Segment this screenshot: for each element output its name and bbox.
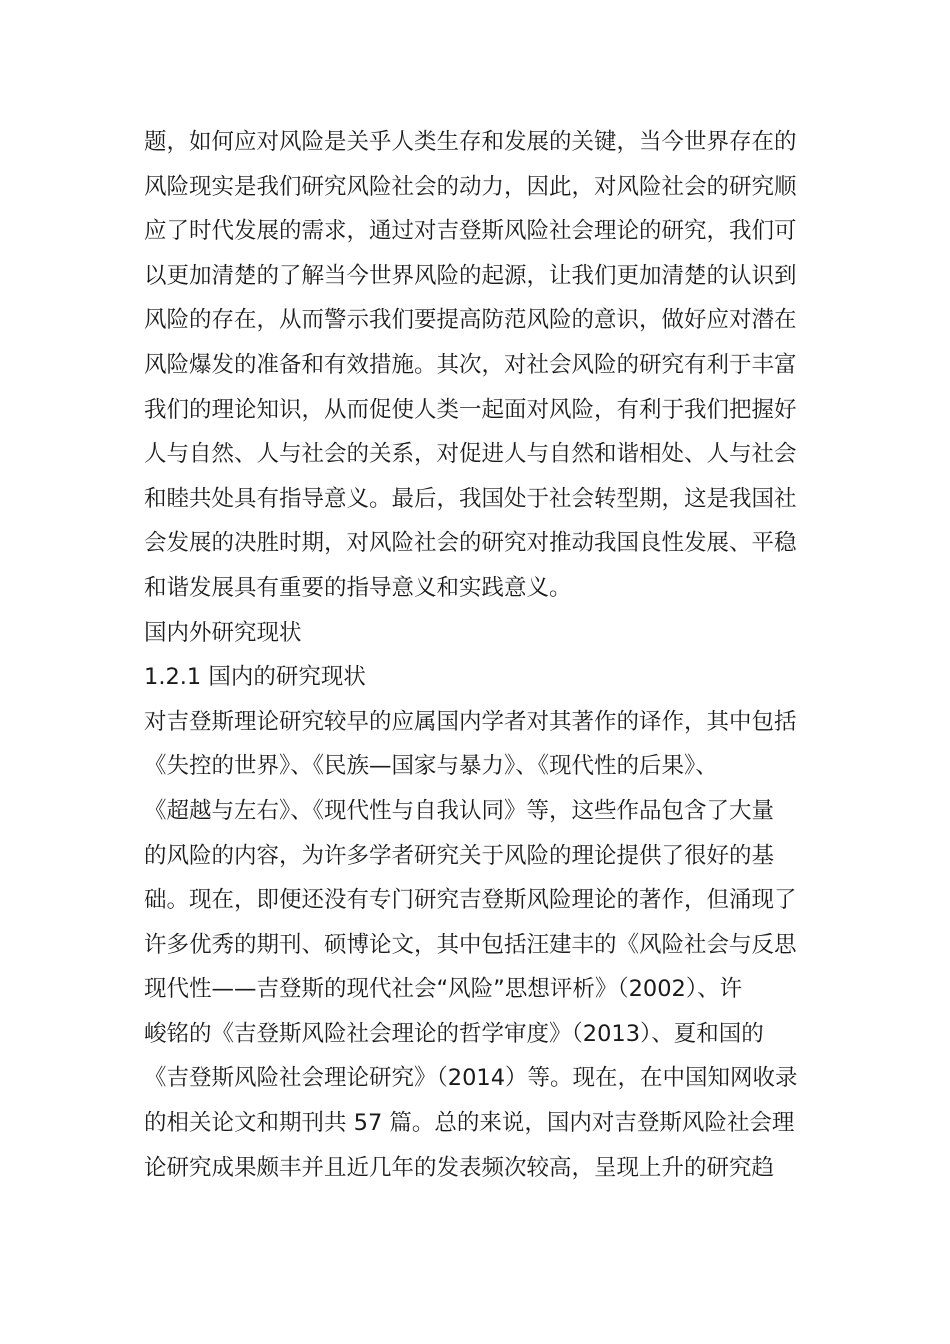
paragraph-line: 的风险的内容，为许多学者研究关于风险的理论提供了很好的基 (144, 842, 775, 869)
paragraph-line: 题，如何应对风险是关乎人类生存和发展的关键，当今世界存在的 (144, 129, 797, 155)
paragraph-line: 许多优秀的期刊、硕博论文，其中包括汪建丰的《风险社会与反思 (144, 931, 797, 958)
paragraph-line: 峻铭的《吉登斯风险社会理论的哲学审度》（2013）、夏和国的 (144, 1020, 764, 1047)
paragraph-line: 应了时代发展的需求，通过对吉登斯风险社会理论的研究，我们可 (144, 218, 797, 245)
paragraph-line: 和谐发展具有重要的指导意义和实践意义。 (144, 574, 572, 601)
body-text (144, 120, 824, 1190)
paragraph-line: 现代性——吉登斯的现代社会“风险”思想评析》（2002）、许 (144, 976, 743, 1003)
paragraph-line: 《失控的世界》、《民族—国家与暴力》、《现代性的后果》、 (144, 753, 718, 780)
paragraph-line: 以更加清楚的了解当今世界风险的起源，让我们更加清楚的认识到 (144, 262, 797, 289)
paragraph-line: 风险爆发的准备和有效措施。其次，对社会风险的研究有利于丰富 (144, 351, 797, 378)
paragraph-line: 《吉登斯风险社会理论研究》（2014）等。现在，在中国知网收录 (144, 1065, 798, 1092)
paragraph-line: 风险的存在，从而警示我们要提高防范风险的意识，做好应对潜在 (144, 307, 797, 334)
paragraph-line: 《超越与左右》、《现代性与自我认同》等，这些作品包含了大量 (144, 797, 775, 824)
paragraph-line: 础。现在，即便还没有专门研究吉登斯风险理论的著作，但涌现了 (144, 887, 797, 914)
paragraph-line: 风险现实是我们研究风险社会的动力，因此，对风险社会的研究顺 (144, 173, 797, 200)
paragraph-line: 对吉登斯理论研究较早的应属国内学者对其著作的译作，其中包括 (144, 708, 797, 735)
paragraph-line: 我们的理论知识，从而促使人类一起面对风险，有利于我们把握好 (144, 396, 797, 423)
paragraph-line: 的相关论文和期刊共 57 篇。总的来说，国内对吉登斯风险社会理 (144, 1110, 795, 1137)
paragraph-line: 和睦共处具有指导意义。最后，我国处于社会转型期，这是我国社 (144, 485, 797, 512)
paragraph-line: 人与自然、人与社会的关系，对促进人与自然和谐相处、人与社会 (144, 441, 797, 468)
paragraph-line: 会发展的决胜时期，对风险社会的研究对推动我国良性发展、平稳 (144, 530, 797, 557)
subsection-heading: 1.2.1 国内的研究现状 (144, 664, 366, 691)
paragraph-line: 论研究成果颇丰并且近几年的发表频次较高，呈现上升的研究趋 (144, 1154, 775, 1181)
section-heading: 国内外研究现状 (144, 619, 302, 646)
